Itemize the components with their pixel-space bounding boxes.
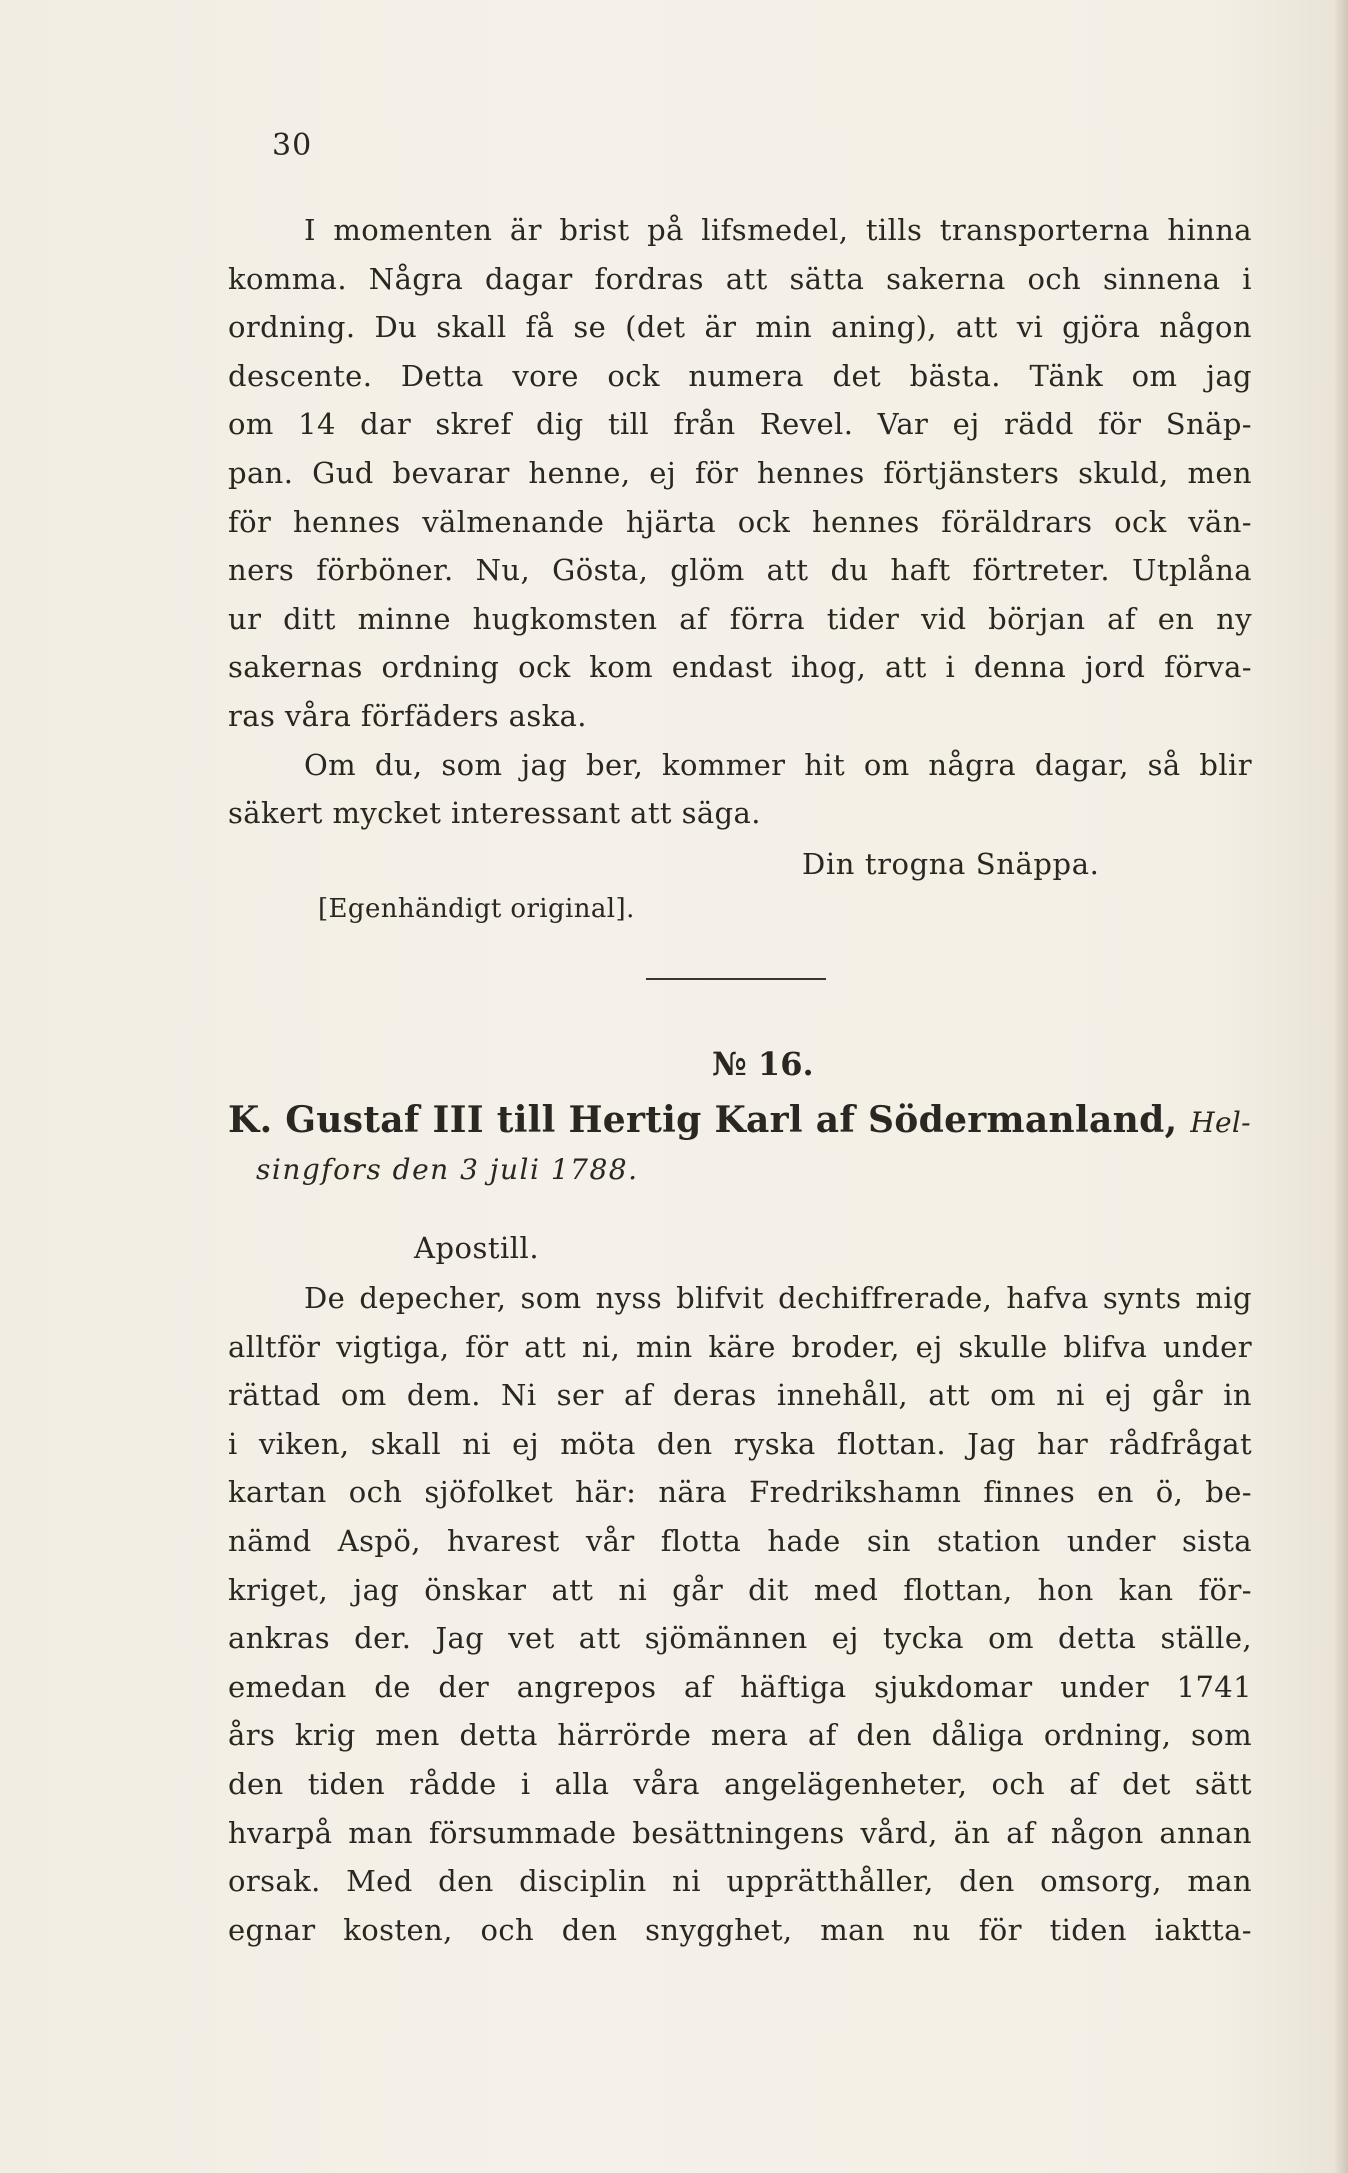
text-line: sakernas ordning ock kom endast ihog, att i denna jord förva-	[228, 650, 1252, 685]
text-line: kriget, jag önskar att ni går dit med flottan, hon kan för-	[228, 1572, 1252, 1607]
page-number: 30	[272, 128, 313, 163]
text-line: alltför vigtiga, för att ni, min käre broder, ej skulle blifva under	[228, 1329, 1252, 1364]
page-edge-shadow	[1334, 0, 1348, 2173]
text-line: komma. Några dagar fordras att sätta sakerna och sinnena i	[228, 261, 1252, 296]
text-line: ur ditt minne hugkomsten af förra tider vid början af en ny	[228, 601, 1252, 636]
document-number: № 16.	[712, 1045, 814, 1083]
text-line: descente. Detta vore ock numera det bästa. Tänk om jag	[228, 358, 1252, 393]
text-line: för hennes välmenande hjärta ock hennes föräldrars ock vän-	[228, 504, 1252, 539]
section-divider	[646, 978, 826, 980]
text-line: den tiden rådde i alla våra angelägenheter, och af det sätt	[228, 1766, 1252, 1801]
text-line: emedan de der angrepos af häftiga sjukdomar under 1741	[228, 1669, 1252, 1704]
text-line: ordning. Du skall få se (det är min aning), att vi gjöra någon	[228, 310, 1252, 345]
text-line: De depecher, som nyss blifvit dechiffrerade, hafva synts mig	[304, 1281, 1252, 1315]
text-line: rättad om dem. Ni ser af deras innehåll, att om ni ej går in	[228, 1378, 1252, 1413]
text-line: säkert mycket interessant att säga.	[228, 796, 761, 831]
letter-heading	[228, 1094, 1252, 1149]
text-line: ankras der. Jag vet att sjömännen ej tycka om detta ställe,	[228, 1621, 1252, 1656]
text-line: egnar kosten, och den snygghet, man nu för tiden iaktta-	[228, 1912, 1252, 1947]
source-note: [Egenhändigt original].	[318, 894, 635, 924]
heading-title: K. Gustaf III till Hertig Karl af Södermanland,	[228, 1099, 1178, 1141]
apostill-label: Apostill.	[414, 1231, 540, 1265]
heading-place-date: singfors den 3 juli 1788.	[256, 1153, 639, 1186]
text-line: Om du, som jag ber, kommer hit om några dagar, så blir	[304, 747, 1252, 782]
text-line: års krig men detta härrörde mera af den dåliga ordning, som	[228, 1718, 1252, 1753]
letter-signature: Din trogna Snäppa.	[802, 847, 1100, 881]
text-line: pan. Gud bevarar henne, ej för hennes förtjänsters skuld, men	[228, 455, 1252, 490]
text-line: nämd Aspö, hvarest vår flotta hade sin station under sista	[228, 1523, 1252, 1558]
text-line: ras våra förfäders aska.	[228, 698, 587, 733]
text-line: i viken, skall ni ej möta den ryska flottan. Jag har rådfrågat	[228, 1426, 1252, 1461]
letter-2-body	[228, 1274, 1252, 1954]
text-line: kartan och sjöfolket här: nära Fredrikshamn finnes en ö, be-	[228, 1475, 1252, 1510]
text-line: ners förböner. Nu, Gösta, glöm att du haft förtreter. Utplåna	[228, 553, 1252, 588]
text-line: om 14 dar skref dig till från Revel. Var ej rädd för Snäp-	[228, 407, 1252, 442]
letter-1-body	[228, 206, 1252, 838]
text-line: hvarpå man försummade besättningens vård, än af någon annan	[228, 1815, 1252, 1850]
text-line: I momenten är brist på lifsmedel, tills transporterna hinna	[304, 213, 1252, 247]
text-line: orsak. Med den disciplin ni upprätthåller, den omsorg, man	[228, 1864, 1252, 1899]
heading-place: Hel-	[1190, 1106, 1251, 1139]
